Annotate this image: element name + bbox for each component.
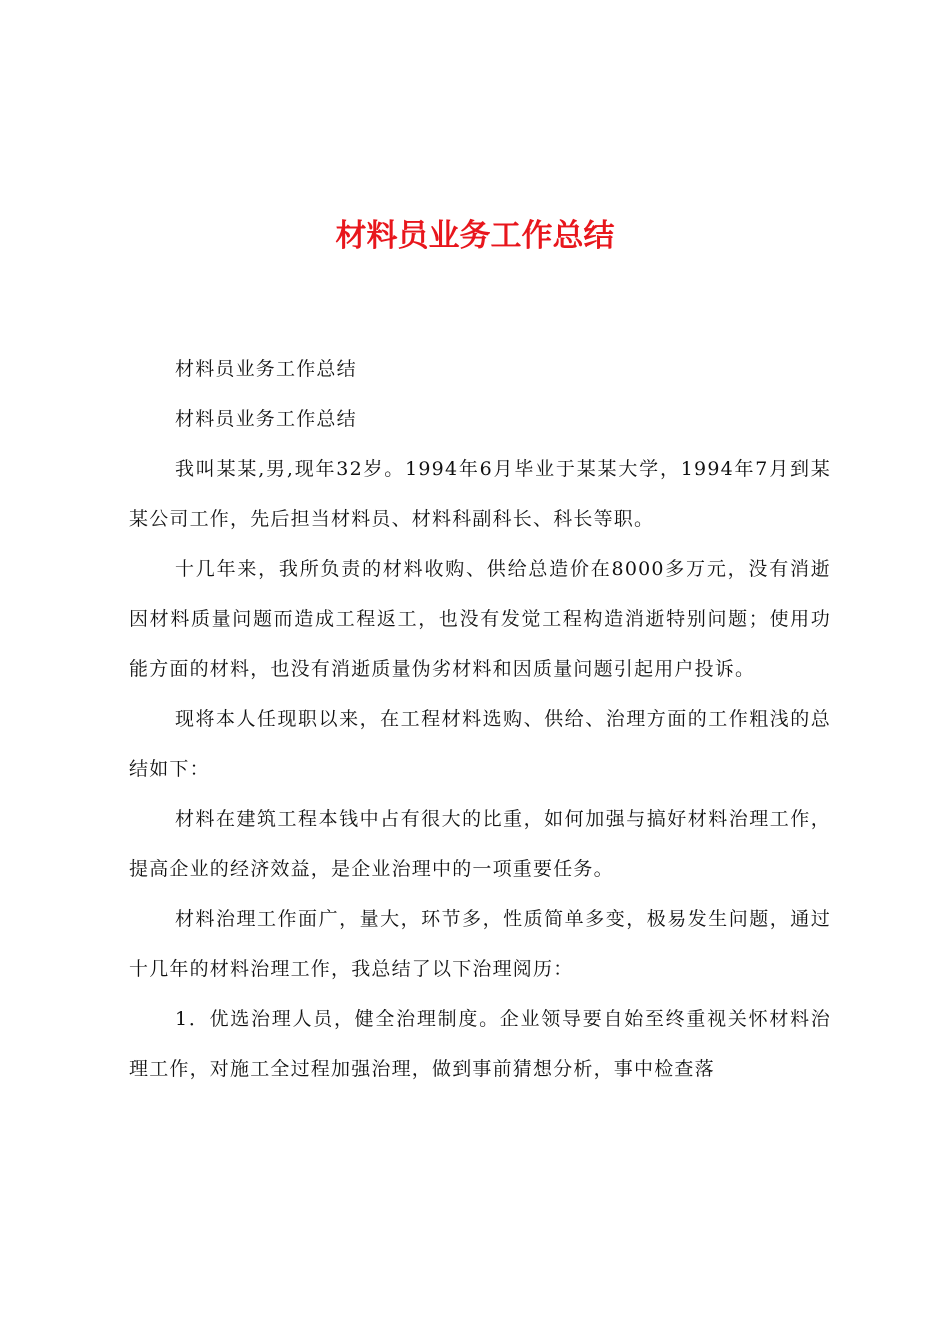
paragraph-summary-lead: 现将本人任现职以来，在工程材料选购、供给、治理方面的工作粗浅的总结如下： <box>129 708 831 780</box>
paragraph-subtitle-1: 材料员业务工作总结 <box>175 358 357 380</box>
paragraph-point-1: 1．优选治理人员，健全治理制度。企业领导要自始至终重视关怀材料治理工作，对施工全过程加强治理，做到事前猜想分析，事中检查落 <box>129 1008 831 1080</box>
paragraph-achievements: 十几年来，我所负责的材料收购、供给总造价在8000多万元，没有消逝因材料质量问题而造成工程返工，也没有发觉工程构造消逝特别问题；使用功能方面的材料，也没有消逝质量伪劣材料和因质量问题引起用户投诉。 <box>129 558 831 680</box>
paragraph-importance: 材料在建筑工程本钱中占有很大的比重，如何加强与搞好材料治理工作，提高企业的经济效益，是企业治理中的一项重要任务。 <box>129 808 831 880</box>
paragraph-experience-lead: 材料治理工作面广，量大，环节多，性质简单多变，极易发生问题，通过十几年的材料治理工作，我总结了以下治理阅历： <box>129 908 831 980</box>
page-title: 材料员业务工作总结 <box>335 218 615 254</box>
paragraph-intro: 我叫某某,男,现年32岁。1994年6月毕业于某某大学，1994年7月到某某公司工作，先后担当材料员、材料科副科长、科长等职。 <box>129 458 831 530</box>
document-body <box>129 344 831 1094</box>
paragraph-subtitle-2: 材料员业务工作总结 <box>175 408 357 430</box>
